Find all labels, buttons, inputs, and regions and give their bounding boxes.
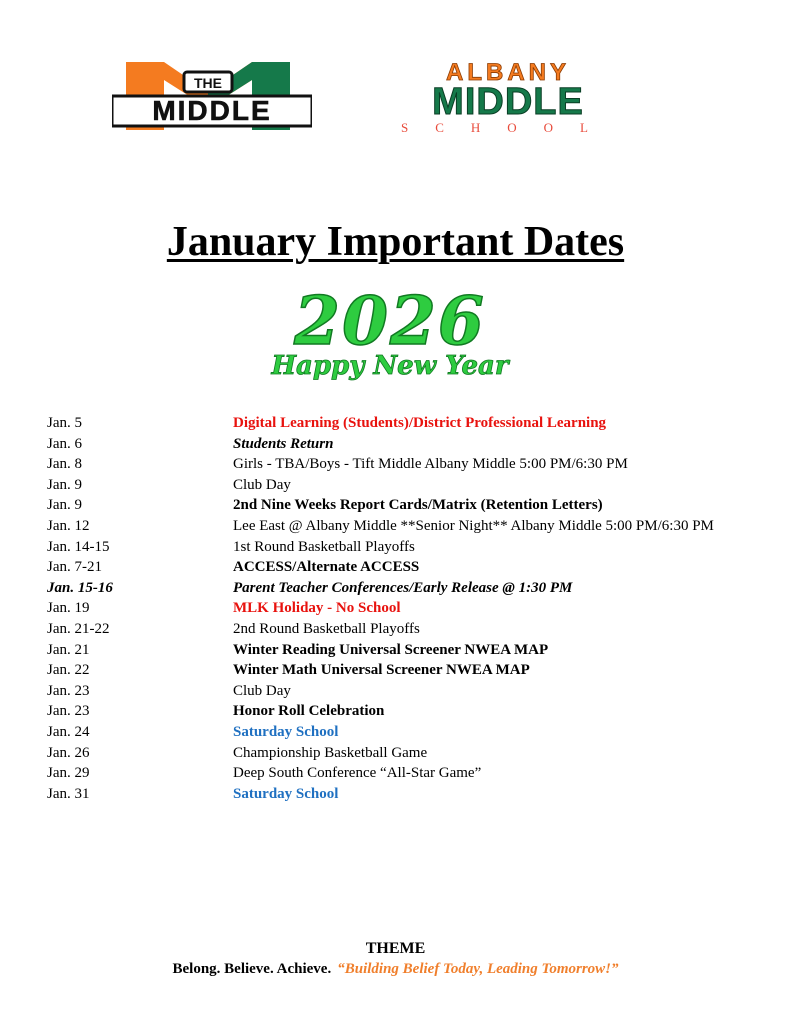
date-label: Jan. 23 xyxy=(47,703,90,720)
date-label: Jan. 24 xyxy=(47,723,90,740)
svg-text:MIDDLE: MIDDLE xyxy=(152,95,272,126)
svg-text:2026: 2026 xyxy=(294,282,486,360)
date-label: Jan. 5 xyxy=(47,415,82,431)
date-row xyxy=(47,578,767,599)
date-row xyxy=(47,475,767,496)
event-label: Digital Learning (Students)/District Professional Learning xyxy=(233,415,607,431)
date-label: Jan. 31 xyxy=(47,785,90,802)
date-label: Jan. 14-15 xyxy=(47,538,110,555)
motto-quote: “Building Belief Today, Leading Tomorrow!” xyxy=(337,961,619,977)
date-row xyxy=(47,619,767,640)
event-label: ACCESS/Alternate ACCESS xyxy=(233,559,420,576)
event-label: Saturday School xyxy=(233,785,339,802)
event-label: Lee East @ Albany Middle **Senior Night** Albany Middle 5:00 PM/6:30 PM xyxy=(233,517,714,534)
date-row xyxy=(47,701,767,722)
date-row xyxy=(47,537,767,558)
event-label: Saturday School xyxy=(233,723,339,740)
event-label: Honor Roll Celebration xyxy=(233,703,385,720)
event-label: Club Day xyxy=(233,476,291,493)
date-row xyxy=(47,763,767,784)
date-row xyxy=(47,598,767,619)
date-label: Jan. 15-16 xyxy=(47,579,113,596)
date-label: Jan. 22 xyxy=(47,662,90,679)
svg-text:THE: THE xyxy=(194,75,222,91)
svg-text:MIDDLE: MIDDLE xyxy=(432,81,584,123)
motto-text: Belong. Believe. Achieve. xyxy=(172,961,332,977)
event-label: Winter Math Universal Screener NWEA MAP xyxy=(233,662,530,679)
date-row xyxy=(47,784,767,805)
date-row xyxy=(47,413,767,434)
svg-text:SCHOOL: SCHOOL xyxy=(400,120,616,135)
date-label: Jan. 6 xyxy=(47,435,82,452)
date-label: Jan. 29 xyxy=(47,765,90,782)
the-middle-logo xyxy=(112,62,312,130)
event-label: 2nd Nine Weeks Report Cards/Matrix (Retention Letters) xyxy=(233,497,603,514)
date-row xyxy=(47,722,767,743)
event-label: Winter Reading Universal Screener NWEA MAP xyxy=(233,641,549,658)
albany-middle-school-logo xyxy=(352,58,664,136)
event-label: Parent Teacher Conferences/Early Release @ 1:30 PM xyxy=(233,579,573,596)
date-row xyxy=(47,743,767,764)
date-label: Jan. 8 xyxy=(47,456,82,473)
date-row xyxy=(47,516,767,537)
event-label: Club Day xyxy=(233,682,291,699)
date-row xyxy=(47,660,767,681)
date-label: Jan. 21-22 xyxy=(47,620,110,637)
event-label: Deep South Conference “All-Star Game” xyxy=(233,765,482,782)
date-label: Jan. 12 xyxy=(47,517,90,534)
event-label: Students Return xyxy=(233,435,334,452)
date-label: Jan. 26 xyxy=(47,744,90,761)
theme-label: THEME xyxy=(365,940,426,957)
school-motto xyxy=(0,961,791,978)
date-label: Jan. 23 xyxy=(47,682,90,699)
event-label: Girls - TBA/Boys - Tift Middle Albany Middle 5:00 PM/6:30 PM xyxy=(233,456,628,473)
event-label: MLK Holiday - No School xyxy=(233,600,401,617)
event-label: 1st Round Basketball Playoffs xyxy=(233,538,415,555)
page-title: January Important Dates xyxy=(166,219,625,265)
date-label: Jan. 21 xyxy=(47,641,90,658)
important-dates-list xyxy=(47,413,767,804)
svg-text:ALBANY: ALBANY xyxy=(446,59,570,86)
happy-new-year-graphic xyxy=(222,282,558,382)
date-row xyxy=(47,557,767,578)
date-row xyxy=(47,495,767,516)
date-label: Jan. 9 xyxy=(47,476,82,493)
date-row xyxy=(47,434,767,455)
event-label: 2nd Round Basketball Playoffs xyxy=(233,620,420,637)
svg-text:Happy New Year: Happy New Year xyxy=(271,351,509,381)
date-row xyxy=(47,681,767,702)
date-row xyxy=(47,454,767,475)
date-label: Jan. 19 xyxy=(47,600,90,617)
event-label: Championship Basketball Game xyxy=(233,744,428,761)
date-label: Jan. 9 xyxy=(47,497,82,514)
date-row xyxy=(47,640,767,661)
date-label: Jan. 7-21 xyxy=(47,559,102,576)
